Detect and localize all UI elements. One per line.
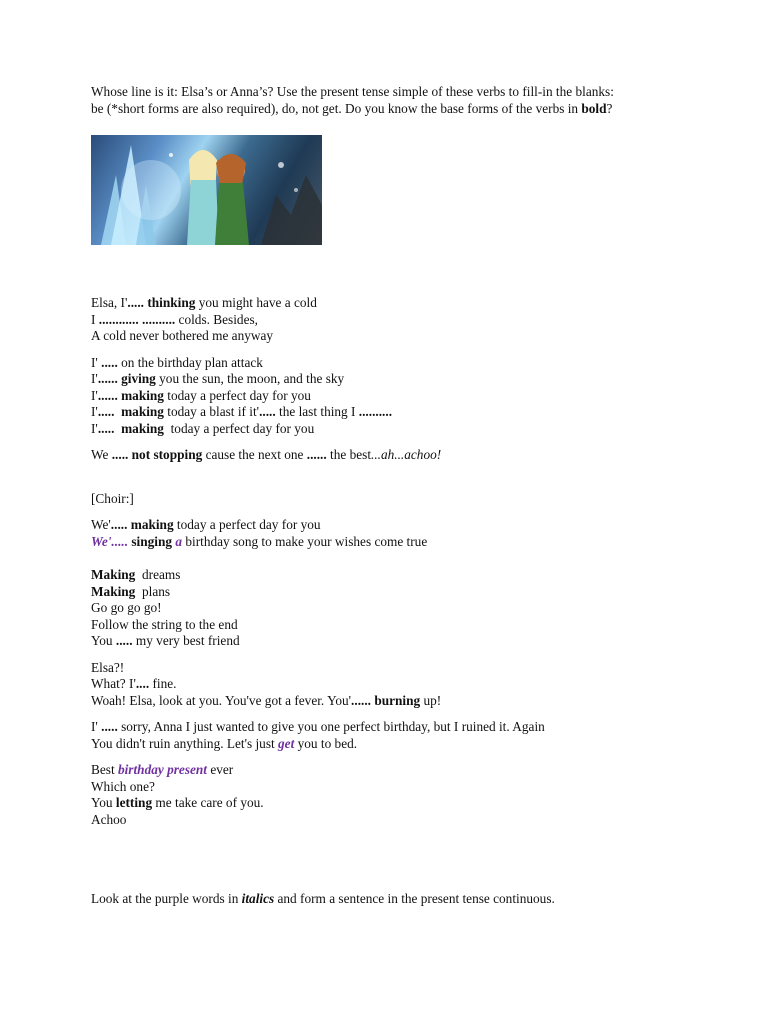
blank: .....	[115, 633, 133, 648]
text: today a perfect day for you	[163, 387, 311, 403]
achoo-text: ...ah...achoo!	[371, 447, 442, 462]
blank: ....	[135, 676, 150, 691]
intro-bold: bold	[581, 100, 607, 116]
blank: ..........	[358, 404, 393, 419]
lyric-line	[91, 676, 691, 693]
lyric-line	[91, 371, 691, 388]
lyric-line	[91, 388, 691, 405]
document-page	[91, 84, 691, 908]
text: plans	[135, 583, 171, 599]
text: Elsa, I'	[91, 295, 128, 310]
blank: ............ ..........	[98, 311, 176, 327]
verb: singing	[128, 533, 176, 549]
purple-italic-text: get	[278, 735, 295, 751]
text: on the birthday plan attack	[117, 354, 263, 370]
text: We'	[91, 517, 111, 532]
lyric-line: A cold never bothered me anyway	[91, 328, 274, 343]
text: the best	[326, 447, 372, 462]
intro-text: be (*short forms are also required), do, not get. Do you know the base forms of the verbs in	[91, 100, 582, 116]
text: you the sun, the moon, and the sky	[155, 371, 345, 386]
text: Look at the purple words in	[91, 891, 242, 906]
blank: ......	[306, 447, 327, 462]
blank: .....	[259, 404, 276, 419]
verb: Making	[91, 567, 136, 582]
purple-italic-text: a	[175, 533, 183, 549]
purple-italic-text: We'.....	[91, 533, 129, 549]
text: I'	[91, 404, 98, 419]
text: I'	[91, 420, 98, 436]
text: cause the next one	[202, 447, 307, 462]
text: me take care of you.	[152, 795, 264, 810]
text: I'	[91, 354, 102, 370]
text: fine.	[149, 676, 177, 691]
choir-label: [Choir:]	[91, 490, 134, 506]
blank-verb: ..... making	[97, 420, 164, 436]
intro-end: ?	[606, 100, 613, 116]
text: What? I'	[91, 676, 136, 691]
text: I'	[91, 387, 98, 403]
text: today a blast if it'	[163, 404, 260, 419]
text: and form a sentence in the present tense continuous.	[274, 891, 555, 906]
lyric-line	[91, 584, 691, 601]
text: the last thing I	[275, 404, 359, 419]
lyric-line	[91, 355, 691, 372]
task-instruction	[91, 891, 691, 908]
text: We	[91, 447, 112, 462]
lyric-line	[91, 736, 691, 753]
text: my very best friend	[132, 633, 240, 648]
lyric-line	[91, 762, 691, 779]
lyric-line	[91, 633, 691, 650]
text: Woah! Elsa, look at you. You've got a fever. You'	[91, 692, 352, 708]
text: today a perfect day for you	[173, 517, 321, 532]
blank: .....	[101, 354, 118, 370]
text: today a perfect day for you	[163, 420, 315, 436]
lyric-line	[91, 693, 691, 710]
text: dreams	[135, 567, 181, 582]
italics-word: italics	[241, 891, 275, 906]
verb: letting	[115, 795, 153, 810]
blank-verb: ..... not stopping	[111, 447, 203, 462]
lyric-line	[91, 795, 691, 812]
intro-line-2	[91, 101, 691, 118]
lyric-line	[91, 567, 691, 584]
blank: .....	[101, 719, 118, 734]
purple-italic-text: birthday present	[117, 762, 207, 777]
text: birthday song to make your wishes come true	[182, 533, 428, 549]
text: I	[91, 311, 99, 327]
text: colds. Besides,	[175, 311, 258, 327]
lyric-line	[91, 295, 691, 312]
lyric-line: Follow the string to the end	[91, 616, 238, 632]
lyric-line: Elsa?!	[91, 659, 125, 675]
lyric-line	[91, 517, 691, 534]
lyric-line	[91, 719, 691, 736]
text: You	[91, 633, 116, 648]
blank-verb: ..... making	[97, 404, 164, 419]
lyric-line: Which one?	[91, 778, 155, 794]
text: Best	[91, 762, 118, 777]
lyric-line	[91, 447, 691, 464]
text: up!	[420, 692, 442, 708]
lyric-line: Achoo	[91, 811, 127, 827]
text: I'	[91, 371, 98, 386]
frozen-illustration	[91, 135, 322, 245]
blank-verb: ..... making	[110, 517, 174, 532]
verb: Making	[91, 583, 136, 599]
lyric-line	[91, 534, 691, 551]
lyric-line	[91, 404, 691, 421]
text: you to bed.	[294, 735, 358, 751]
blank-verb: ...... giving	[97, 371, 156, 386]
lyric-line	[91, 312, 691, 329]
text: I'	[91, 719, 102, 734]
text: you might have a cold	[195, 295, 317, 310]
text: You didn't ruin anything. Let's just	[91, 735, 279, 751]
text: ever	[207, 762, 234, 777]
blank-verb: ..... thinking	[127, 295, 196, 310]
blank-verb: ...... making	[97, 387, 164, 403]
lyric-line: Go go go go!	[91, 600, 162, 615]
text: sorry, Anna I just wanted to give you one perfect birthday, but I ruined it. Again	[117, 719, 545, 734]
illustration-svg	[91, 135, 322, 245]
blank-verb: ...... burning	[351, 692, 421, 708]
lyric-line	[91, 421, 691, 438]
intro-line-1: Whose line is it: Elsa’s or Anna’s? Use the present tense simple of these verbs to fill-in the blanks:	[91, 84, 614, 99]
text: You	[91, 795, 116, 810]
